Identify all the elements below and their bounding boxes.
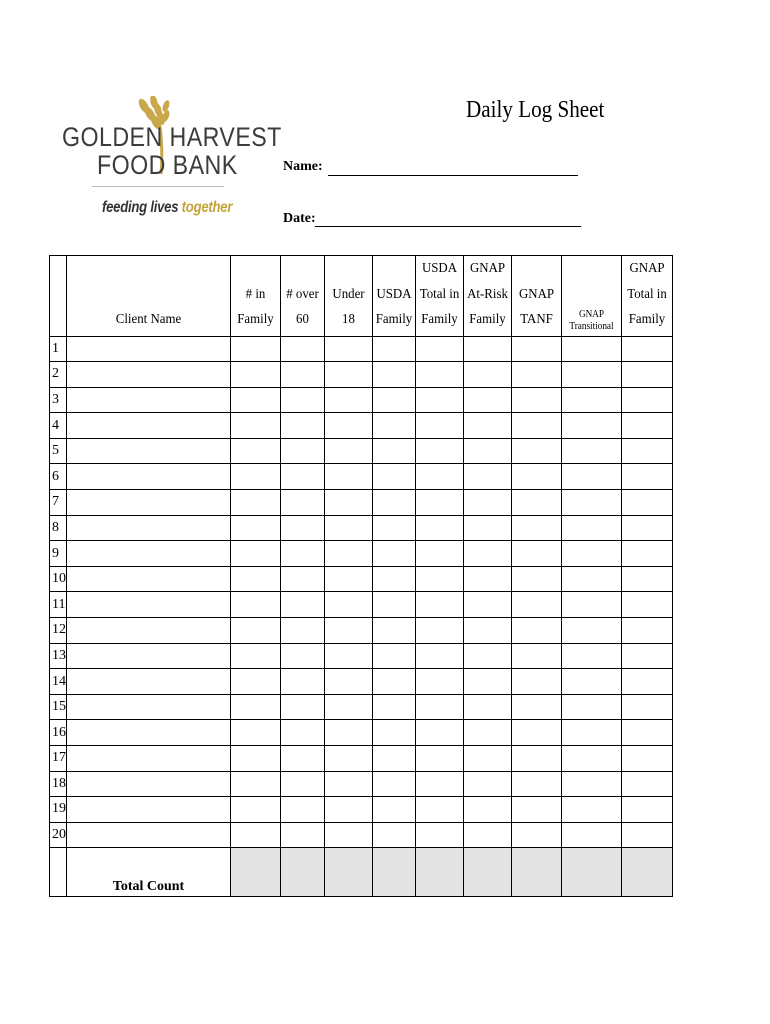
- cell-num-in-family[interactable]: [231, 413, 281, 439]
- cell-client-name[interactable]: [67, 387, 231, 413]
- cell-gnap-total[interactable]: [622, 490, 673, 516]
- cell-num-over-60[interactable]: [281, 669, 325, 695]
- cell-client-name[interactable]: [67, 618, 231, 644]
- cell-usda-family[interactable]: [373, 541, 416, 567]
- cell-usda-total[interactable]: [416, 720, 464, 746]
- cell-under-18[interactable]: [325, 336, 373, 362]
- cell-gnap-transitional[interactable]: [562, 720, 622, 746]
- cell-gnap-tanf[interactable]: [512, 720, 562, 746]
- total-cell-gnap-total[interactable]: [622, 848, 673, 897]
- cell-num-in-family[interactable]: [231, 566, 281, 592]
- table-row: [50, 336, 673, 362]
- cell-num-in-family[interactable]: [231, 541, 281, 567]
- total-cell-gnap-at-risk[interactable]: [464, 848, 512, 897]
- total-cell-usda-total[interactable]: [416, 848, 464, 897]
- cell-num-in-family[interactable]: [231, 669, 281, 695]
- cell-usda-total[interactable]: [416, 618, 464, 644]
- cell-under-18[interactable]: [325, 618, 373, 644]
- cell-gnap-total[interactable]: [622, 720, 673, 746]
- cell-gnap-tanf[interactable]: [512, 592, 562, 618]
- total-cell-num-over-60[interactable]: [281, 848, 325, 897]
- column-header-gnap-transitional: [562, 256, 622, 337]
- cell-client-name[interactable]: [67, 592, 231, 618]
- cell-gnap-at-risk[interactable]: [464, 438, 512, 464]
- column-header-gnap-total: [622, 256, 673, 337]
- cell-gnap-transitional[interactable]: [562, 771, 622, 797]
- cell-gnap-total[interactable]: [622, 592, 673, 618]
- page-title: Daily Log Sheet: [466, 97, 605, 123]
- cell-gnap-at-risk[interactable]: [464, 746, 512, 772]
- row-number: 16: [50, 720, 67, 746]
- row-number: 2: [50, 362, 67, 388]
- cell-num-in-family[interactable]: [231, 618, 281, 644]
- cell-gnap-tanf[interactable]: [512, 797, 562, 823]
- name-field[interactable]: [328, 175, 578, 176]
- column-header-gnap-tanf: [512, 256, 562, 337]
- cell-gnap-at-risk[interactable]: [464, 387, 512, 413]
- column-header-gnap-at-risk: [464, 256, 512, 337]
- cell-gnap-total[interactable]: [622, 362, 673, 388]
- cell-num-over-60[interactable]: [281, 694, 325, 720]
- cell-under-18[interactable]: [325, 746, 373, 772]
- cell-num-in-family[interactable]: [231, 822, 281, 848]
- cell-client-name[interactable]: [67, 464, 231, 490]
- cell-usda-family[interactable]: [373, 822, 416, 848]
- table-row: [50, 438, 673, 464]
- cell-gnap-at-risk[interactable]: [464, 541, 512, 567]
- cell-gnap-tanf[interactable]: [512, 694, 562, 720]
- cell-under-18[interactable]: [325, 720, 373, 746]
- column-header-under-18: [325, 256, 373, 337]
- cell-client-name[interactable]: [67, 746, 231, 772]
- cell-gnap-transitional[interactable]: [562, 362, 622, 388]
- row-number: 20: [50, 822, 67, 848]
- cell-usda-total[interactable]: [416, 771, 464, 797]
- table-row: [50, 413, 673, 439]
- cell-usda-total[interactable]: [416, 336, 464, 362]
- table-row: [50, 822, 673, 848]
- cell-num-over-60[interactable]: [281, 592, 325, 618]
- cell-gnap-total[interactable]: [622, 771, 673, 797]
- cell-gnap-total[interactable]: [622, 464, 673, 490]
- cell-gnap-total[interactable]: [622, 618, 673, 644]
- cell-usda-family[interactable]: [373, 438, 416, 464]
- cell-gnap-at-risk[interactable]: [464, 464, 512, 490]
- cell-client-name[interactable]: [67, 438, 231, 464]
- cell-num-over-60[interactable]: [281, 490, 325, 516]
- total-cell-under-18[interactable]: [325, 848, 373, 897]
- row-number: 1: [50, 336, 67, 362]
- cell-gnap-transitional[interactable]: [562, 438, 622, 464]
- cell-gnap-tanf[interactable]: [512, 618, 562, 644]
- cell-num-in-family[interactable]: [231, 746, 281, 772]
- cell-usda-family[interactable]: [373, 464, 416, 490]
- cell-gnap-tanf[interactable]: [512, 438, 562, 464]
- cell-num-over-60[interactable]: [281, 387, 325, 413]
- cell-gnap-tanf[interactable]: [512, 464, 562, 490]
- cell-client-name[interactable]: [67, 669, 231, 695]
- column-header-num-in-family: [231, 256, 281, 337]
- cell-usda-total[interactable]: [416, 797, 464, 823]
- column-header-label: # over 60: [286, 286, 319, 327]
- row-number: 7: [50, 490, 67, 516]
- cell-num-in-family[interactable]: [231, 515, 281, 541]
- cell-under-18[interactable]: [325, 694, 373, 720]
- cell-gnap-transitional[interactable]: [562, 413, 622, 439]
- cell-gnap-at-risk[interactable]: [464, 413, 512, 439]
- cell-gnap-total[interactable]: [622, 438, 673, 464]
- cell-client-name[interactable]: [67, 490, 231, 516]
- cell-gnap-transitional[interactable]: [562, 541, 622, 567]
- table-row: [50, 464, 673, 490]
- column-header-label: GNAP Total in Family: [627, 261, 667, 327]
- total-count-label: Total Count: [67, 848, 231, 897]
- cell-gnap-at-risk[interactable]: [464, 822, 512, 848]
- cell-gnap-transitional[interactable]: [562, 336, 622, 362]
- table-row: [50, 592, 673, 618]
- total-row-number: [50, 848, 67, 897]
- cell-gnap-total[interactable]: [622, 643, 673, 669]
- cell-num-in-family[interactable]: [231, 362, 281, 388]
- cell-gnap-at-risk[interactable]: [464, 694, 512, 720]
- date-label: Date:: [283, 211, 316, 226]
- cell-client-name[interactable]: [67, 362, 231, 388]
- column-header-label: GNAP TANF: [518, 286, 555, 327]
- cell-gnap-total[interactable]: [622, 746, 673, 772]
- cell-num-in-family[interactable]: [231, 797, 281, 823]
- row-number: 12: [50, 618, 67, 644]
- row-number: 15: [50, 694, 67, 720]
- cell-gnap-at-risk[interactable]: [464, 643, 512, 669]
- column-header-usda-family: [373, 256, 416, 337]
- row-number: 5: [50, 438, 67, 464]
- cell-num-over-60[interactable]: [281, 336, 325, 362]
- cell-client-name[interactable]: [67, 720, 231, 746]
- cell-client-name[interactable]: [67, 541, 231, 567]
- cell-usda-total[interactable]: [416, 669, 464, 695]
- column-header-usda-total: [416, 256, 464, 337]
- logo-tagline-part2: together: [181, 199, 233, 216]
- cell-usda-family[interactable]: [373, 669, 416, 695]
- logo-divider: [92, 186, 224, 187]
- cell-gnap-total[interactable]: [622, 566, 673, 592]
- cell-gnap-at-risk[interactable]: [464, 362, 512, 388]
- cell-gnap-transitional[interactable]: [562, 464, 622, 490]
- header-row: [50, 256, 673, 337]
- cell-num-over-60[interactable]: [281, 438, 325, 464]
- table-row: [50, 694, 673, 720]
- cell-client-name[interactable]: [67, 797, 231, 823]
- cell-gnap-at-risk[interactable]: [464, 669, 512, 695]
- cell-usda-total[interactable]: [416, 566, 464, 592]
- cell-gnap-transitional[interactable]: [562, 618, 622, 644]
- cell-usda-family[interactable]: [373, 490, 416, 516]
- total-row: [50, 848, 673, 897]
- cell-gnap-at-risk[interactable]: [464, 771, 512, 797]
- cell-num-in-family[interactable]: [231, 387, 281, 413]
- cell-gnap-total[interactable]: [622, 797, 673, 823]
- cell-under-18[interactable]: [325, 643, 373, 669]
- column-header-label: Client Name: [115, 312, 182, 327]
- cell-under-18[interactable]: [325, 387, 373, 413]
- logo-text-line1: GOLDEN HARVEST: [62, 122, 282, 152]
- cell-gnap-transitional[interactable]: [562, 643, 622, 669]
- row-number: 3: [50, 387, 67, 413]
- row-number: 18: [50, 771, 67, 797]
- cell-gnap-transitional[interactable]: [562, 797, 622, 823]
- cell-gnap-at-risk[interactable]: [464, 336, 512, 362]
- cell-usda-family[interactable]: [373, 618, 416, 644]
- cell-under-18[interactable]: [325, 797, 373, 823]
- column-header-label: GNAP Transitional: [569, 308, 614, 332]
- cell-gnap-tanf[interactable]: [512, 541, 562, 567]
- cell-num-in-family[interactable]: [231, 643, 281, 669]
- cell-usda-total[interactable]: [416, 746, 464, 772]
- cell-gnap-total[interactable]: [622, 515, 673, 541]
- cell-usda-family[interactable]: [373, 592, 416, 618]
- cell-gnap-at-risk[interactable]: [464, 490, 512, 516]
- cell-usda-total[interactable]: [416, 438, 464, 464]
- total-cell-gnap-tanf[interactable]: [512, 848, 562, 897]
- cell-gnap-at-risk[interactable]: [464, 618, 512, 644]
- cell-under-18[interactable]: [325, 669, 373, 695]
- date-field[interactable]: [315, 226, 581, 227]
- cell-gnap-tanf[interactable]: [512, 362, 562, 388]
- cell-gnap-tanf[interactable]: [512, 515, 562, 541]
- cell-usda-family[interactable]: [373, 566, 416, 592]
- cell-gnap-total[interactable]: [622, 694, 673, 720]
- table-row: [50, 387, 673, 413]
- cell-gnap-at-risk[interactable]: [464, 515, 512, 541]
- cell-under-18[interactable]: [325, 413, 373, 439]
- cell-usda-total[interactable]: [416, 694, 464, 720]
- column-header-label: # in Family: [237, 286, 274, 327]
- cell-client-name[interactable]: [67, 515, 231, 541]
- cell-num-over-60[interactable]: [281, 464, 325, 490]
- cell-gnap-tanf[interactable]: [512, 490, 562, 516]
- cell-gnap-total[interactable]: [622, 336, 673, 362]
- row-number: 14: [50, 669, 67, 695]
- table-row: [50, 515, 673, 541]
- cell-usda-family[interactable]: [373, 720, 416, 746]
- row-number: 6: [50, 464, 67, 490]
- cell-under-18[interactable]: [325, 490, 373, 516]
- table-row: [50, 771, 673, 797]
- cell-gnap-transitional[interactable]: [562, 822, 622, 848]
- cell-usda-total[interactable]: [416, 643, 464, 669]
- column-header-label: Under 18: [332, 286, 365, 327]
- row-number: 10: [50, 566, 67, 592]
- cell-gnap-at-risk[interactable]: [464, 592, 512, 618]
- cell-client-name[interactable]: [67, 694, 231, 720]
- table-row: [50, 669, 673, 695]
- cell-usda-total[interactable]: [416, 490, 464, 516]
- cell-under-18[interactable]: [325, 438, 373, 464]
- cell-num-in-family[interactable]: [231, 490, 281, 516]
- cell-gnap-at-risk[interactable]: [464, 566, 512, 592]
- cell-under-18[interactable]: [325, 464, 373, 490]
- name-label: Name:: [283, 159, 323, 174]
- cell-usda-total[interactable]: [416, 413, 464, 439]
- cell-gnap-tanf[interactable]: [512, 413, 562, 439]
- cell-client-name[interactable]: [67, 643, 231, 669]
- column-header-label: USDA Total in Family: [419, 261, 460, 327]
- cell-num-over-60[interactable]: [281, 515, 325, 541]
- cell-num-in-family[interactable]: [231, 464, 281, 490]
- column-header-label: GNAP At-Risk Family: [467, 261, 508, 327]
- cell-usda-total[interactable]: [416, 464, 464, 490]
- cell-num-over-60[interactable]: [281, 566, 325, 592]
- cell-under-18[interactable]: [325, 515, 373, 541]
- cell-num-over-60[interactable]: [281, 362, 325, 388]
- cell-under-18[interactable]: [325, 566, 373, 592]
- cell-num-in-family[interactable]: [231, 720, 281, 746]
- cell-usda-family[interactable]: [373, 336, 416, 362]
- cell-num-in-family[interactable]: [231, 694, 281, 720]
- cell-gnap-total[interactable]: [622, 413, 673, 439]
- cell-gnap-total[interactable]: [622, 822, 673, 848]
- logo-tagline-part1: feeding lives: [102, 199, 182, 216]
- cell-client-name[interactable]: [67, 822, 231, 848]
- cell-gnap-total[interactable]: [622, 669, 673, 695]
- cell-gnap-transitional[interactable]: [562, 592, 622, 618]
- cell-usda-total[interactable]: [416, 362, 464, 388]
- total-cell-gnap-transitional[interactable]: [562, 848, 622, 897]
- daily-log-table: [49, 255, 673, 897]
- cell-num-in-family[interactable]: [231, 592, 281, 618]
- cell-gnap-tanf[interactable]: [512, 822, 562, 848]
- cell-usda-total[interactable]: [416, 541, 464, 567]
- cell-usda-family[interactable]: [373, 515, 416, 541]
- column-header-client-name: [67, 256, 231, 337]
- row-number: 17: [50, 746, 67, 772]
- cell-num-over-60[interactable]: [281, 720, 325, 746]
- table-row: [50, 797, 673, 823]
- cell-num-over-60[interactable]: [281, 771, 325, 797]
- cell-gnap-total[interactable]: [622, 387, 673, 413]
- table-row: [50, 541, 673, 567]
- cell-gnap-tanf[interactable]: [512, 746, 562, 772]
- cell-gnap-tanf[interactable]: [512, 336, 562, 362]
- cell-usda-total[interactable]: [416, 387, 464, 413]
- cell-gnap-transitional[interactable]: [562, 746, 622, 772]
- cell-under-18[interactable]: [325, 771, 373, 797]
- total-cell-usda-family[interactable]: [373, 848, 416, 897]
- table-row: [50, 566, 673, 592]
- cell-usda-total[interactable]: [416, 822, 464, 848]
- cell-client-name[interactable]: [67, 413, 231, 439]
- row-number: 19: [50, 797, 67, 823]
- cell-usda-family[interactable]: [373, 746, 416, 772]
- cell-under-18[interactable]: [325, 822, 373, 848]
- table-row: [50, 746, 673, 772]
- cell-gnap-transitional[interactable]: [562, 490, 622, 516]
- cell-gnap-transitional[interactable]: [562, 694, 622, 720]
- cell-usda-family[interactable]: [373, 771, 416, 797]
- cell-under-18[interactable]: [325, 362, 373, 388]
- cell-gnap-at-risk[interactable]: [464, 797, 512, 823]
- cell-num-over-60[interactable]: [281, 413, 325, 439]
- cell-under-18[interactable]: [325, 541, 373, 567]
- total-cell-num-in-family[interactable]: [231, 848, 281, 897]
- cell-gnap-tanf[interactable]: [512, 387, 562, 413]
- table-row: [50, 643, 673, 669]
- cell-num-over-60[interactable]: [281, 541, 325, 567]
- cell-num-over-60[interactable]: [281, 822, 325, 848]
- cell-num-over-60[interactable]: [281, 618, 325, 644]
- cell-under-18[interactable]: [325, 592, 373, 618]
- column-header-label: USDA Family: [375, 286, 413, 327]
- cell-client-name[interactable]: [67, 566, 231, 592]
- row-number-header: [50, 256, 67, 337]
- cell-client-name[interactable]: [67, 771, 231, 797]
- cell-usda-family[interactable]: [373, 387, 416, 413]
- cell-gnap-tanf[interactable]: [512, 771, 562, 797]
- cell-usda-family[interactable]: [373, 362, 416, 388]
- row-number: 13: [50, 643, 67, 669]
- cell-gnap-transitional[interactable]: [562, 387, 622, 413]
- cell-gnap-transitional[interactable]: [562, 566, 622, 592]
- cell-gnap-transitional[interactable]: [562, 515, 622, 541]
- cell-usda-total[interactable]: [416, 592, 464, 618]
- cell-num-in-family[interactable]: [231, 771, 281, 797]
- cell-client-name[interactable]: [67, 336, 231, 362]
- row-number: 11: [50, 592, 67, 618]
- cell-usda-family[interactable]: [373, 797, 416, 823]
- table-row: [50, 618, 673, 644]
- cell-gnap-total[interactable]: [622, 541, 673, 567]
- cell-usda-family[interactable]: [373, 694, 416, 720]
- table-row: [50, 720, 673, 746]
- cell-num-over-60[interactable]: [281, 643, 325, 669]
- logo-tagline: [102, 199, 232, 217]
- cell-usda-family[interactable]: [373, 413, 416, 439]
- cell-gnap-tanf[interactable]: [512, 566, 562, 592]
- logo-text-line2: FOOD BANK: [97, 150, 238, 180]
- cell-gnap-transitional[interactable]: [562, 669, 622, 695]
- column-header-num-over-60: [281, 256, 325, 337]
- cell-num-in-family[interactable]: [231, 438, 281, 464]
- cell-gnap-tanf[interactable]: [512, 669, 562, 695]
- cell-gnap-tanf[interactable]: [512, 643, 562, 669]
- cell-usda-family[interactable]: [373, 643, 416, 669]
- table-row: [50, 490, 673, 516]
- cell-num-over-60[interactable]: [281, 746, 325, 772]
- table-row: [50, 362, 673, 388]
- cell-num-in-family[interactable]: [231, 336, 281, 362]
- cell-num-over-60[interactable]: [281, 797, 325, 823]
- row-number: 9: [50, 541, 67, 567]
- row-number: 4: [50, 413, 67, 439]
- cell-usda-total[interactable]: [416, 515, 464, 541]
- row-number: 8: [50, 515, 67, 541]
- cell-gnap-at-risk[interactable]: [464, 720, 512, 746]
